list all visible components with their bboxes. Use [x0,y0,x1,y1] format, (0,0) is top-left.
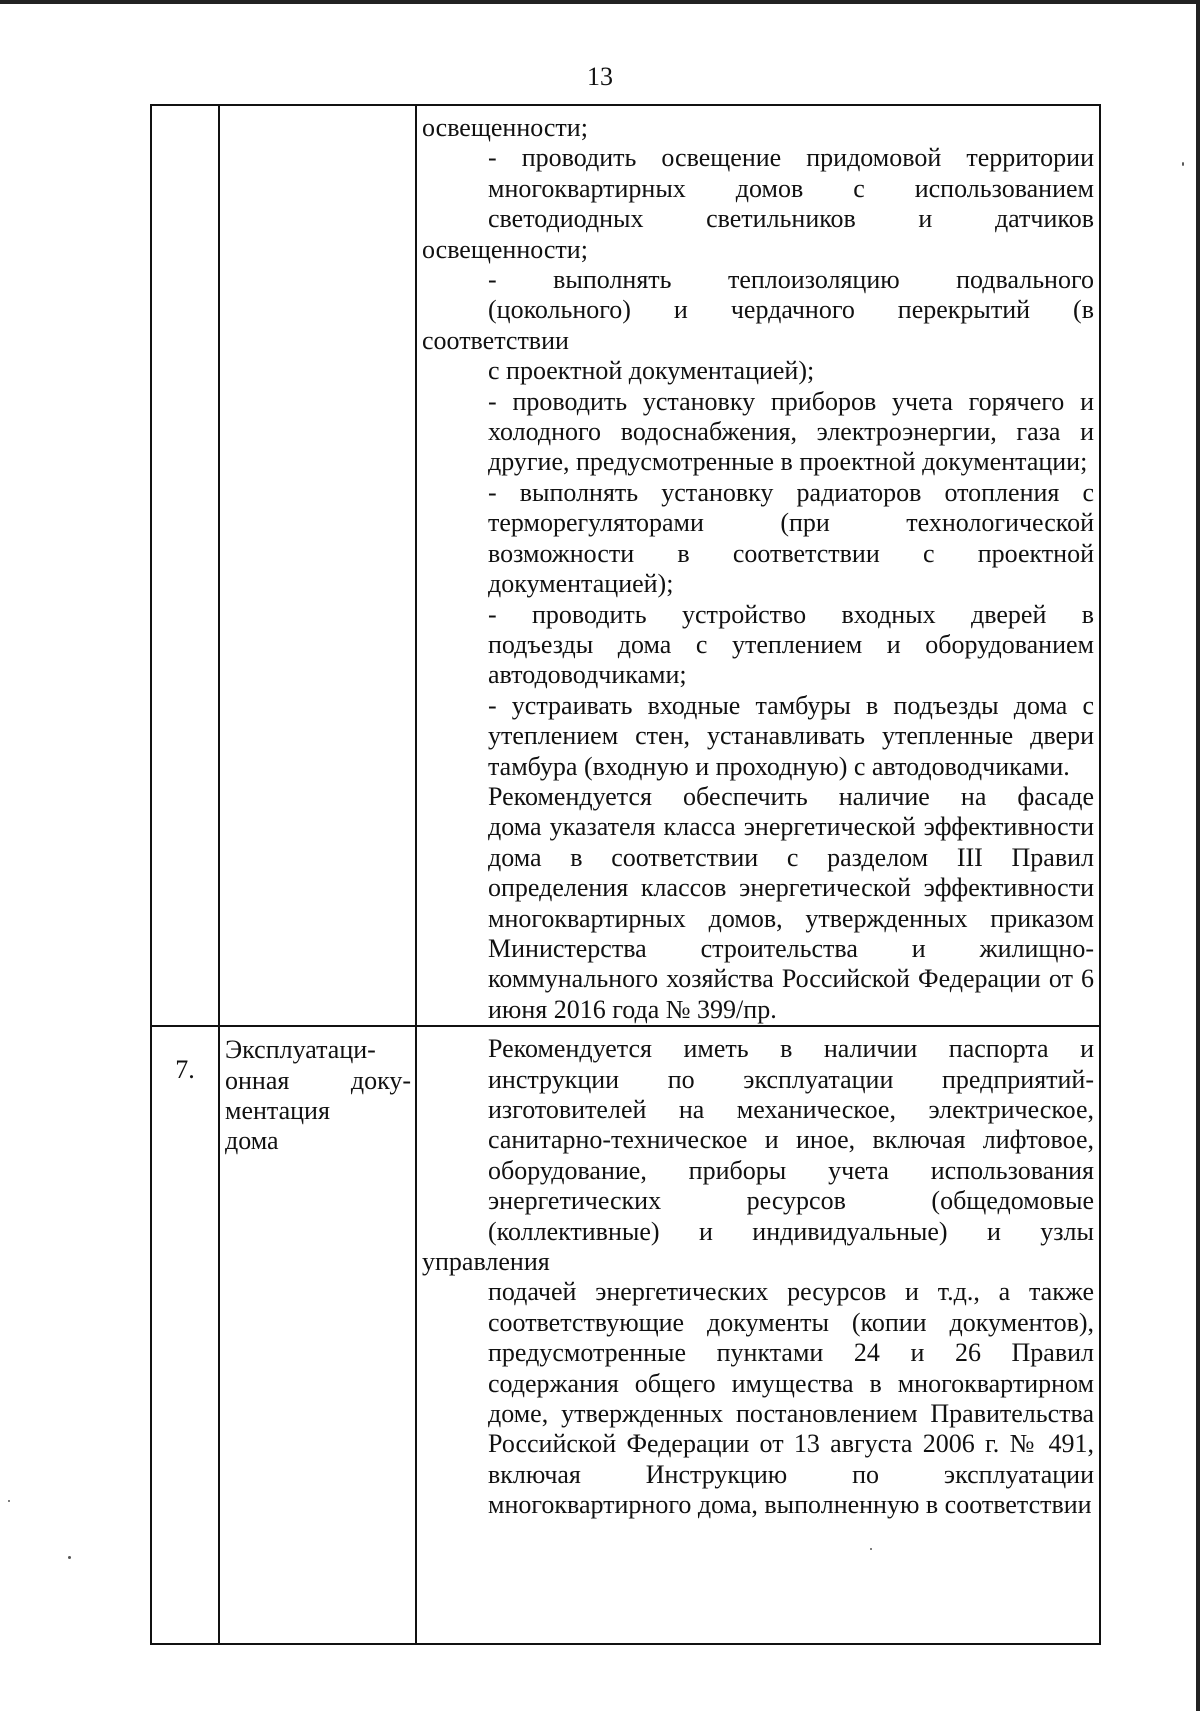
text-line: - проводить установку приборов учета горячего и [488,386,1094,416]
text-line: терморегуляторами (при технологической [488,508,1094,538]
paragraph [422,782,1094,1025]
text-line: тамбура (входную и проходную) с автодоводчиками. [488,751,1070,781]
text-line: - выполнять установку радиаторов отопления с [488,477,1094,507]
row-number-cell [151,105,219,1026]
text-line: инструкции по эксплуатации предприятий- [488,1064,1094,1094]
text-line: дома указателя класса энергетической эффективности [488,812,1094,842]
text-line: освещенности; [422,113,588,142]
text-line: Рекомендуется обеспечить наличие на фасаде [488,781,1094,811]
paragraph [422,691,1094,782]
text-line: светодиодных светильников и датчиков освещенности; [422,204,1094,264]
row-section-cell [219,105,416,1026]
paragraph [422,387,1094,478]
paragraph [422,600,1094,691]
text-line: - проводить освещение придомовой территории [488,143,1094,173]
table-row [151,105,1100,1026]
text-line: холодного водоснабжения, электроэнергии, газа и [488,417,1094,447]
text-line: другие, предусмотренные в проектной документации; [488,447,1088,477]
row-text-cell [416,1026,1100,1644]
text-line: подъезды дома с утеплением и оборудованием [488,629,1094,659]
row-section-cell [219,1026,416,1644]
text-line: возможности в соответствии с проектной [488,538,1094,568]
text-line: (цокольного) и чердачного перекрытий (в соответствии [422,295,1094,355]
text-line: многоквартирных домов с использованием [488,173,1094,203]
text-line: Министерства строительства и жилищно- [488,933,1094,963]
page-top-border [0,0,1200,4]
text-line: подачей энергетических ресурсов и т.д., а также [488,1277,1094,1307]
text-line: изготовителей на механическое, электрическое, [488,1095,1094,1124]
text-line: многоквартирного дома, выполненную в соответствии [488,1490,1092,1520]
text-line: содержания общего имущества в многоквартирном [488,1368,1094,1398]
table-row [151,1026,1100,1644]
section-title-line: Эксплуатаци- [225,1035,376,1065]
scan-speck [8,1500,10,1502]
row-text-cell [416,105,1100,1026]
text-line: соответствующие документы (копии документов), [488,1307,1094,1337]
recommendations-table [150,104,1101,1645]
text-line: Российской Федерации от 13 августа 2006 г. № 491, [488,1429,1094,1459]
text-line: автодоводчиками; [488,660,687,690]
text-line: июня 2016 года № 399/пр. [488,994,777,1024]
page-right-border [1196,0,1200,1711]
section-title-line: дома [225,1126,279,1156]
text-line: - устраивать входные тамбуры в подъезды дома с [488,690,1094,720]
text-line: доме, утвержденных постановлением Правительства [488,1399,1094,1429]
text-line: энергетических ресурсов (общедомовые [488,1186,1094,1216]
section-title-line: ментация [225,1096,330,1125]
text-line: утеплением стен, устанавливать утепленные двери [488,721,1094,751]
scan-speck [870,1548,872,1550]
paragraph [422,478,1094,600]
paragraph [422,113,1094,143]
paragraph [422,1034,1094,1521]
text-line: многоквартирных домов, утвержденных приказом [488,903,1094,933]
text-line: (коллективные) и индивидуальные) и узлы управления [422,1216,1094,1277]
section-title-line: онная доку- [225,1065,411,1095]
text-line: с проектной документацией); [488,356,815,386]
text-line: дома в соответствии с разделом III Правил [488,842,1094,872]
text-line: санитарно-техническое и иное, включая лифтовое, [488,1125,1094,1155]
scan-speck [1182,162,1184,166]
paragraph [422,265,1094,387]
text-line: Рекомендуется иметь в наличии паспорта и [488,1034,1094,1064]
paragraph [422,143,1094,265]
text-line: предусмотренные пунктами 24 и 26 Правил [488,1338,1094,1368]
text-line: оборудование, приборы учета использования [488,1155,1094,1185]
page-number: 13 [587,62,613,91]
row-number-cell: 7. [151,1026,219,1644]
text-line: коммунального хозяйства Российской Федерации от 6 [488,964,1094,994]
text-line: документацией); [488,569,674,599]
text-line: - выполнять теплоизоляцию подвального [488,265,1094,295]
text-line: включая Инструкцию по эксплуатации [488,1459,1094,1489]
text-line: - проводить устройство входных дверей в [488,599,1094,629]
scan-speck [68,1556,71,1559]
text-line: определения классов энергетической эффективности [488,873,1094,903]
